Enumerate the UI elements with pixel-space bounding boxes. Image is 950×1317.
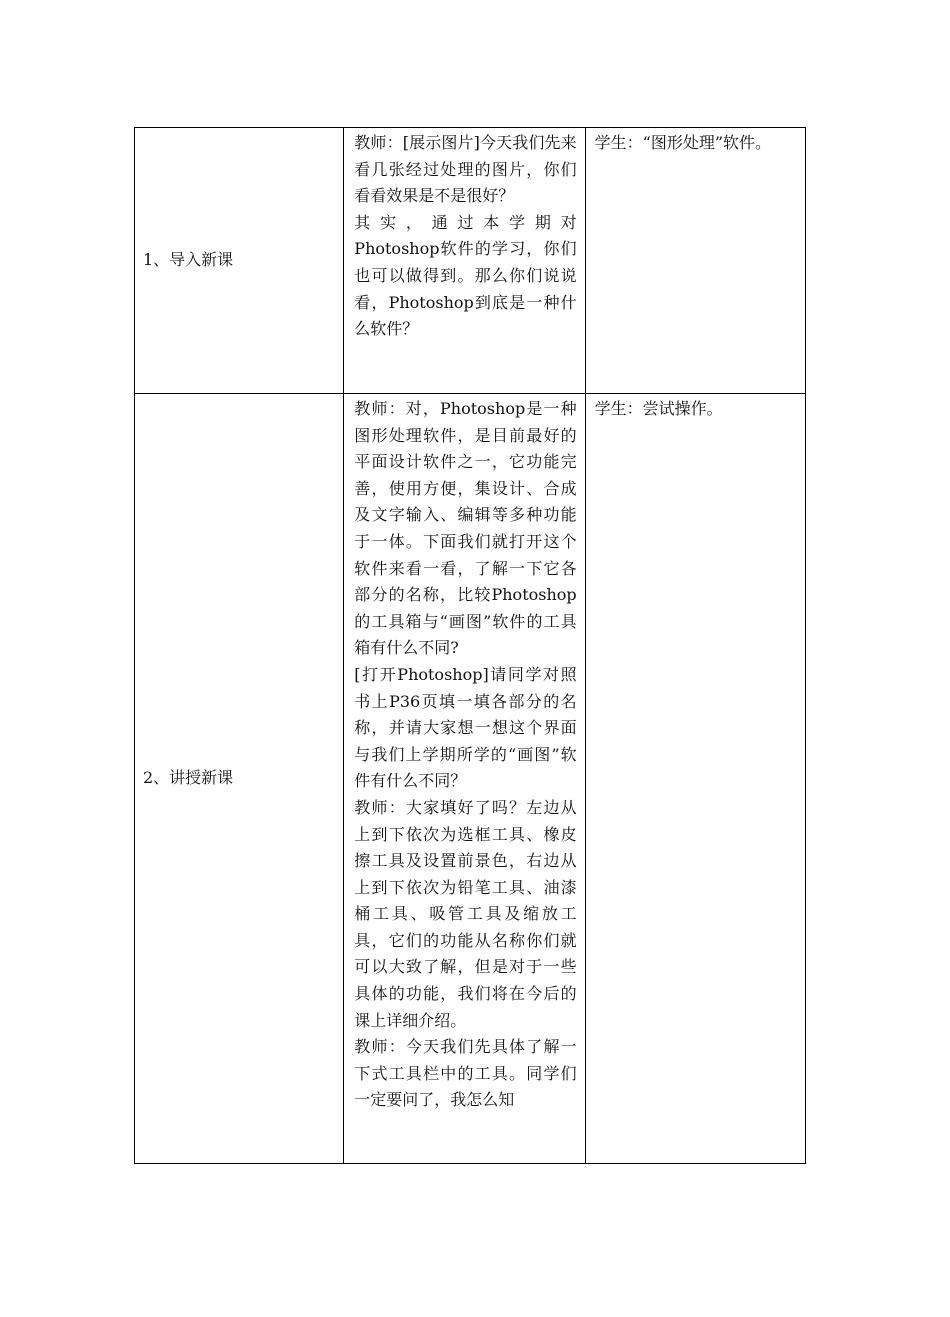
teacher-paragraph: [打开Photoshop]请同学对照书上P36页填一填各部分的名称，并请大家想一想这个界面与我们上学期所学的“画图”软件有什么不同？ <box>354 664 577 791</box>
stage-cell <box>135 394 344 1164</box>
student-activity-cell <box>585 128 805 394</box>
teacher-paragraph: 教师：[展示图片]今天我们先来看几张经过处理的图片，你们看看效果是不是很好？ <box>354 133 577 206</box>
stage-cell <box>135 128 344 394</box>
lesson-plan-table <box>134 127 806 1164</box>
stage-label: 1、导入新课 <box>143 250 234 270</box>
student-paragraph: 学生：尝试操作。 <box>594 399 723 418</box>
table-row <box>135 394 806 1164</box>
teacher-paragraph: 教师：今天我们先具体了解一下式工具栏中的工具。同学们一定要问了，我怎么知 <box>354 1037 577 1110</box>
table-row <box>135 128 806 394</box>
teacher-paragraph: 教师：大家填好了吗？左边从上到下依次为选框工具、橡皮擦工具及设置前景色，右边从上到下依次为铅笔工具、油漆桶工具、吸管工具及缩放工具，它们的功能从名称你们就可以大致了解，但是对于一些具体的功能，我们将在今后的课上详细介绍。 <box>354 797 577 1030</box>
teacher-activity-cell <box>344 394 585 1164</box>
teacher-paragraph: 教师：对，Photoshop是一种图形处理软件，是目前最好的平面设计软件之一，它功能完善，使用方便，集设计、合成及文字输入、编辑等多种功能于一体。下面我们就打开这个软件来看一看，了解一下它各部分的名称，比较Photoshop的工具箱与“画图”软件的工具箱有什么不同? <box>354 399 577 658</box>
teacher-paragraph: 其实，通过本学期对Photoshop软件的学习，你们也可以做得到。那么你们说说看，Photoshop到底是一种什么软件？ <box>354 212 577 339</box>
teacher-activity-cell <box>344 128 585 394</box>
student-paragraph: 学生：“图形处理”软件。 <box>594 133 772 152</box>
stage-label: 2、讲授新课 <box>143 768 234 788</box>
student-activity-cell <box>585 394 805 1164</box>
